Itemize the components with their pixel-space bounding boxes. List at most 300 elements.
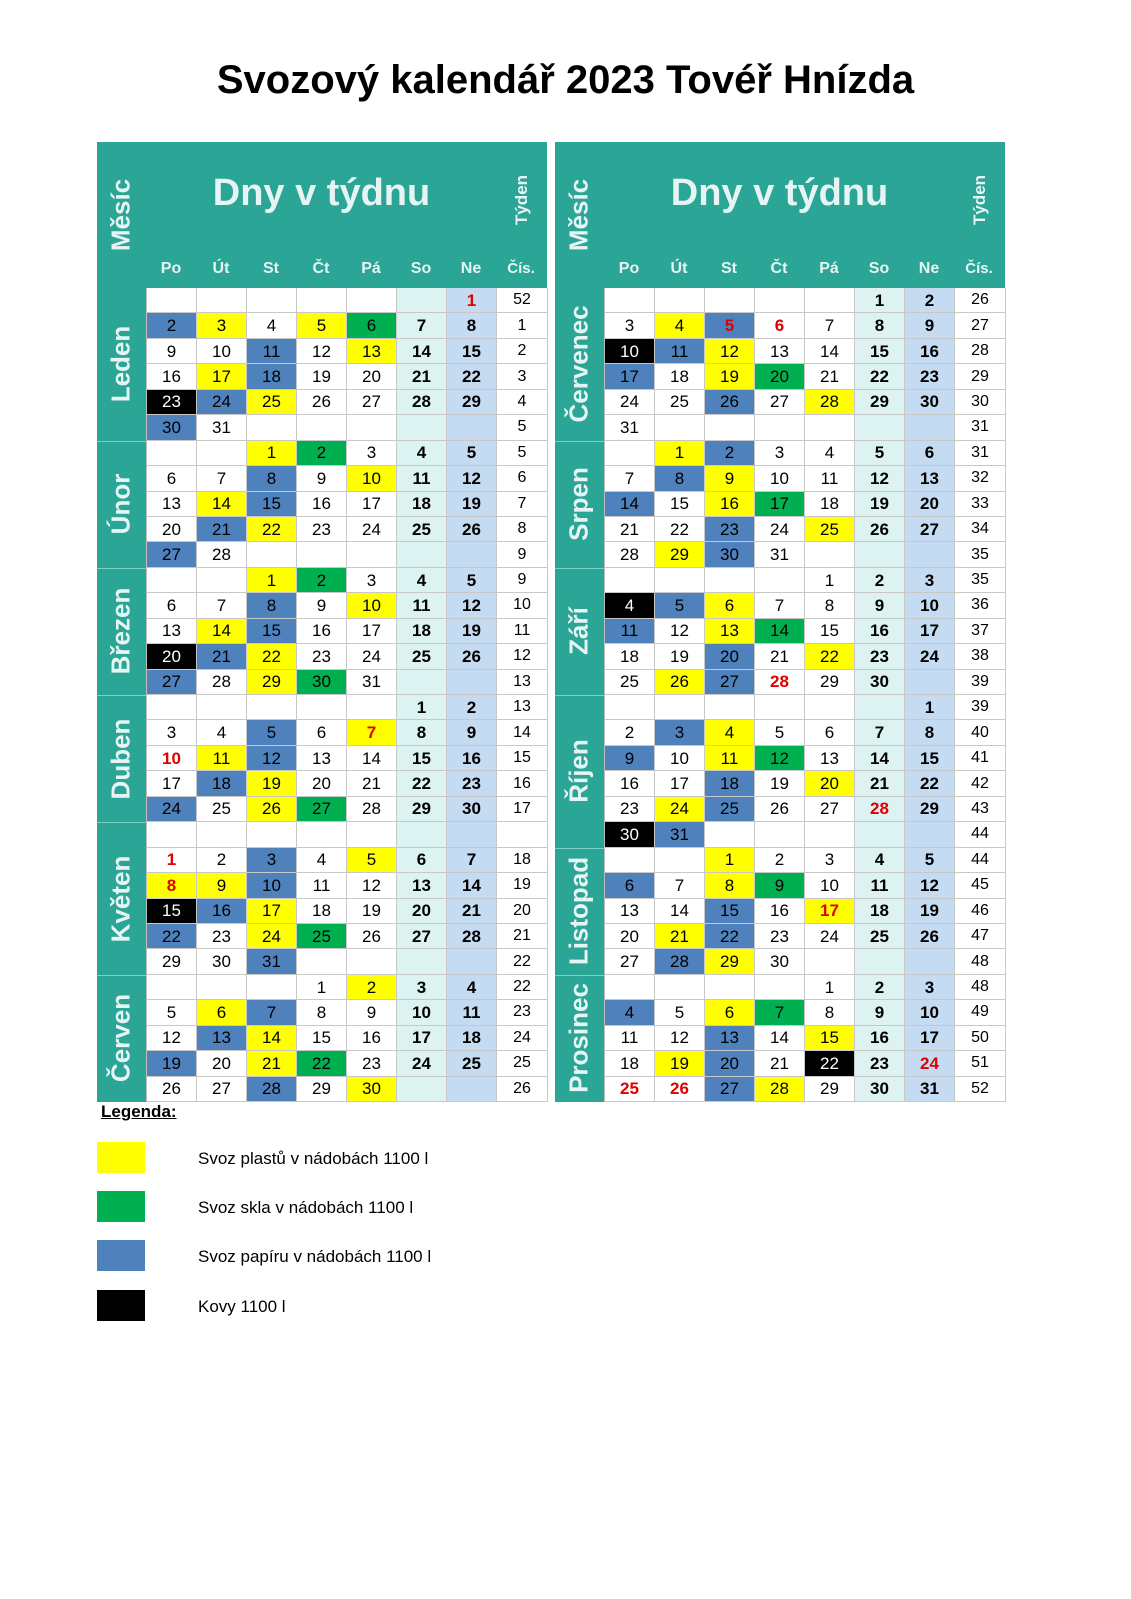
day-cell [197,975,247,1000]
day-cell: 27 [605,949,655,974]
day-cell: 24 [805,924,855,949]
day-cell: 17 [397,1026,447,1051]
week-number-cell: 2 [497,339,548,364]
day-cell: 11 [605,1026,655,1051]
day-cell: 5 [855,441,905,466]
legend-swatch [97,1240,145,1271]
day-cell: 9 [755,873,805,898]
calendar-right [555,142,1005,1102]
day-cell: 25 [447,1051,497,1076]
day-cell: 28 [447,924,497,949]
day-cell: 31 [905,1077,955,1102]
month-label: Prosinec [563,983,594,1094]
day-cell: 27 [397,924,447,949]
day-cell: 28 [755,1077,805,1102]
day-cell: 9 [605,746,655,771]
day-cell: 13 [705,619,755,644]
day-cell: 12 [347,873,397,898]
day-cell: 7 [755,593,805,618]
day-cell: 21 [755,644,805,669]
day-cell [397,670,447,695]
day-cell: 21 [197,517,247,542]
day-cell [197,695,247,720]
day-cell [655,695,705,720]
day-cell: 11 [397,466,447,491]
day-cell: 27 [197,1077,247,1102]
day-cell: 24 [397,1051,447,1076]
day-cell: 2 [347,975,397,1000]
day-cell: 3 [655,720,705,745]
week-number-cell: 48 [955,949,1006,974]
day-cell: 25 [397,644,447,669]
day-cell: 1 [905,695,955,720]
day-cell: 12 [905,873,955,898]
day-cell [197,568,247,593]
weekday-label: Ne [460,260,482,277]
day-cell [855,542,905,567]
day-cell: 13 [347,339,397,364]
day-cell: 7 [605,466,655,491]
day-cell: 25 [605,1077,655,1102]
day-cell: 28 [855,797,905,822]
day-cell [297,695,347,720]
day-cell [905,949,955,974]
day-cell [397,949,447,974]
day-cell: 4 [605,1000,655,1025]
day-cell: 2 [755,848,805,873]
day-cell: 29 [247,670,297,695]
day-cell: 8 [855,313,905,338]
week-number-cell: 9 [497,568,548,593]
day-cell [397,288,447,313]
day-cell: 8 [705,873,755,898]
day-cell: 26 [655,670,705,695]
day-cell: 3 [147,720,197,745]
day-cell: 25 [247,390,297,415]
day-cell: 23 [197,924,247,949]
day-cell: 17 [605,364,655,389]
day-cell: 4 [447,975,497,1000]
week-number-cell: 39 [955,695,1006,720]
week-number-cell: 14 [497,720,548,745]
day-cell: 14 [247,1026,297,1051]
day-cell: 31 [347,670,397,695]
day-cell: 3 [397,975,447,1000]
day-cell: 3 [905,975,955,1000]
day-cell [197,441,247,466]
day-cell: 7 [197,593,247,618]
day-cell [347,822,397,847]
day-cell: 28 [347,797,397,822]
weekday-label: Po [618,260,640,277]
day-cell: 15 [447,339,497,364]
day-cell [247,822,297,847]
day-cell: 16 [905,339,955,364]
weekday-label: Ne [918,260,940,277]
day-cell: 28 [197,670,247,695]
week-number-cell: 38 [955,644,1006,669]
day-cell [397,542,447,567]
weekday-label: Út [212,260,230,277]
week-number-cell: 24 [497,1026,548,1051]
day-cell: 17 [247,899,297,924]
week-number-cell: 31 [955,441,1006,466]
day-cell: 24 [905,644,955,669]
week-number-cell: 43 [955,797,1006,822]
day-cell: 17 [147,771,197,796]
month-label: Srpen [563,467,594,542]
day-cell: 22 [855,364,905,389]
day-cell: 8 [247,466,297,491]
day-cell: 10 [347,593,397,618]
day-cell: 16 [447,746,497,771]
day-cell [705,415,755,440]
day-cell: 18 [655,364,705,389]
month-header: Měsíc [105,178,136,252]
month-divider [97,441,146,442]
day-cell: 24 [605,390,655,415]
month-divider [555,975,604,976]
day-cell: 6 [605,873,655,898]
day-cell: 15 [905,746,955,771]
week-number-cell: 10 [497,593,548,618]
day-cell: 9 [905,313,955,338]
day-cell: 14 [805,339,855,364]
day-cell: 10 [197,339,247,364]
weekday-label: St [721,260,737,277]
day-cell [247,975,297,1000]
day-cell: 3 [805,848,855,873]
day-cell: 27 [147,542,197,567]
day-cell: 29 [855,390,905,415]
day-cell: 31 [247,949,297,974]
day-cell: 29 [297,1077,347,1102]
day-cell: 10 [655,746,705,771]
month-divider [97,822,146,823]
day-cell [705,822,755,847]
week-number-cell: 44 [955,848,1006,873]
day-cell: 2 [447,695,497,720]
day-cell [605,288,655,313]
day-cell: 13 [805,746,855,771]
week-number-cell: 32 [955,466,1006,491]
day-cell: 15 [247,492,297,517]
day-cell: 28 [655,949,705,974]
day-cell: 22 [905,771,955,796]
week-number-cell: 8 [497,517,548,542]
day-cell: 16 [755,899,805,924]
week-number-cell: 19 [497,873,548,898]
week-number-cell: 52 [497,288,548,313]
day-cell: 5 [297,313,347,338]
day-cell [447,949,497,974]
week-number-cell: 17 [497,797,548,822]
week-number-cell: 37 [955,619,1006,644]
week-number-cell: 15 [497,746,548,771]
day-cell: 8 [297,1000,347,1025]
day-cell: 9 [347,1000,397,1025]
day-cell: 1 [247,568,297,593]
day-cell [247,695,297,720]
day-cell: 6 [805,720,855,745]
day-cell: 18 [605,1051,655,1076]
day-cell: 4 [197,720,247,745]
legend-swatch [97,1290,145,1321]
day-cell: 15 [147,899,197,924]
calendar-left [97,142,547,1102]
day-cell: 26 [755,797,805,822]
day-cell: 23 [855,1051,905,1076]
day-cell [905,822,955,847]
day-cell: 13 [147,619,197,644]
day-cell: 6 [147,466,197,491]
week-number-cell: 36 [955,593,1006,618]
day-cell: 18 [197,771,247,796]
day-cell: 19 [297,364,347,389]
weekday-label: So [410,260,432,277]
day-cell: 5 [905,848,955,873]
week-number-cell: 31 [955,415,1006,440]
week-number-cell: 27 [955,313,1006,338]
day-cell [297,822,347,847]
day-cell: 19 [655,644,705,669]
day-cell: 23 [755,924,805,949]
weekday-label: St [263,260,279,277]
day-cell: 10 [905,1000,955,1025]
weekday-label: Čís. [507,260,535,277]
day-cell: 29 [905,797,955,822]
day-cell: 20 [755,364,805,389]
day-cell: 6 [705,1000,755,1025]
weekday-label: Čís. [965,260,993,277]
day-cell: 1 [297,975,347,1000]
day-cell [297,949,347,974]
day-cell: 1 [705,848,755,873]
day-cell: 11 [705,746,755,771]
day-cell: 24 [655,797,705,822]
legend-label: Svoz skla v nádobách 1100 l [198,1198,414,1217]
day-cell: 22 [805,1051,855,1076]
day-cell [347,695,397,720]
day-cell: 7 [447,848,497,873]
weekday-label: So [868,260,890,277]
legend-swatch [97,1191,145,1222]
day-cell: 29 [805,670,855,695]
day-cell: 30 [855,670,905,695]
day-cell: 2 [855,568,905,593]
day-cell: 18 [247,364,297,389]
day-cell: 12 [755,746,805,771]
day-cell: 9 [147,339,197,364]
day-cell: 9 [197,873,247,898]
day-cell: 16 [347,1026,397,1051]
day-cell [855,415,905,440]
week-number-cell: 41 [955,746,1006,771]
day-cell: 21 [655,924,705,949]
day-cell: 3 [347,568,397,593]
day-cell [855,695,905,720]
week-number-cell: 18 [497,848,548,873]
day-cell: 21 [805,364,855,389]
day-cell: 28 [805,390,855,415]
day-cell [855,822,905,847]
day-cell: 10 [247,873,297,898]
day-cell: 23 [705,517,755,542]
day-cell: 7 [347,720,397,745]
day-cell: 17 [905,619,955,644]
day-cell: 26 [905,924,955,949]
day-cell: 5 [655,1000,705,1025]
day-cell [655,288,705,313]
day-cell: 31 [655,822,705,847]
day-cell [147,568,197,593]
day-cell [297,288,347,313]
week-number-cell: 30 [955,390,1006,415]
week-number-cell: 25 [497,1051,548,1076]
week-number-cell: 33 [955,492,1006,517]
day-cell: 22 [297,1051,347,1076]
day-cell: 25 [297,924,347,949]
day-cell [705,695,755,720]
week-number-cell [497,822,548,847]
day-cell: 19 [447,619,497,644]
day-cell: 14 [605,492,655,517]
day-cell [605,568,655,593]
day-cell [655,975,705,1000]
week-number-cell: 11 [497,619,548,644]
day-cell: 15 [855,339,905,364]
day-cell [755,695,805,720]
day-cell: 26 [447,644,497,669]
day-cell: 12 [655,619,705,644]
week-number-cell: 47 [955,924,1006,949]
day-cell: 6 [147,593,197,618]
day-cell: 30 [905,390,955,415]
day-cell [855,949,905,974]
day-cell: 7 [655,873,705,898]
day-cell: 22 [247,644,297,669]
day-cell: 6 [705,593,755,618]
day-cell: 24 [347,517,397,542]
day-cell: 17 [905,1026,955,1051]
day-cell: 26 [705,390,755,415]
day-cell: 21 [397,364,447,389]
day-cell [397,1077,447,1102]
day-cell [655,848,705,873]
day-cell: 20 [705,1051,755,1076]
day-cell [755,568,805,593]
day-cell: 5 [705,313,755,338]
day-cell: 30 [705,542,755,567]
day-cell: 20 [347,364,397,389]
day-cell: 5 [147,1000,197,1025]
day-cell: 24 [347,644,397,669]
day-cell: 4 [397,568,447,593]
month-divider [555,568,604,569]
day-cell: 31 [605,415,655,440]
weekday-label: Pá [819,260,839,277]
day-cell: 30 [447,797,497,822]
day-cell: 11 [655,339,705,364]
day-cell: 5 [447,441,497,466]
day-cell: 6 [755,313,805,338]
day-cell: 16 [855,619,905,644]
day-cell: 22 [705,924,755,949]
month-header: Měsíc [563,178,594,252]
day-cell: 27 [705,1077,755,1102]
day-cell: 28 [605,542,655,567]
week-number-cell: 50 [955,1026,1006,1051]
day-cell: 24 [247,924,297,949]
day-cell: 7 [755,1000,805,1025]
day-cell: 8 [805,593,855,618]
week-number-cell: 51 [955,1051,1006,1076]
week-number-cell: 1 [497,313,548,338]
day-cell [347,415,397,440]
week-header: Týden [970,174,989,226]
day-cell: 3 [605,313,655,338]
month-divider [97,568,146,569]
day-cell: 8 [805,1000,855,1025]
day-cell: 20 [197,1051,247,1076]
day-cell: 30 [147,415,197,440]
calendar-grid [146,288,547,1102]
day-cell: 22 [147,924,197,949]
day-cell: 9 [705,466,755,491]
day-cell: 19 [755,771,805,796]
week-number-cell: 28 [955,339,1006,364]
day-cell: 17 [347,492,397,517]
day-cell: 23 [347,1051,397,1076]
weekdays-header: Dny v týdnu [212,172,431,214]
day-cell: 14 [755,1026,805,1051]
week-number-cell: 26 [955,288,1006,313]
day-cell: 2 [197,848,247,873]
week-number-cell: 21 [497,924,548,949]
day-cell: 14 [397,339,447,364]
day-cell: 31 [197,415,247,440]
day-cell: 22 [805,644,855,669]
week-number-cell: 34 [955,517,1006,542]
week-number-cell: 7 [497,492,548,517]
day-cell: 6 [905,441,955,466]
day-cell: 9 [297,593,347,618]
day-cell: 2 [297,441,347,466]
day-cell: 29 [655,542,705,567]
day-cell: 3 [905,568,955,593]
day-cell: 16 [297,619,347,644]
day-cell: 30 [755,949,805,974]
month-divider [97,695,146,696]
day-cell: 20 [805,771,855,796]
week-number-cell: 26 [497,1077,548,1102]
day-cell: 7 [247,1000,297,1025]
day-cell: 1 [805,568,855,593]
day-cell [247,415,297,440]
day-cell: 31 [755,542,805,567]
day-cell: 21 [855,771,905,796]
day-cell: 2 [905,288,955,313]
day-cell [247,288,297,313]
day-cell: 13 [755,339,805,364]
day-cell: 20 [147,517,197,542]
day-cell: 7 [197,466,247,491]
day-cell: 15 [705,899,755,924]
day-cell [297,542,347,567]
day-cell: 8 [247,593,297,618]
day-cell: 13 [605,899,655,924]
month-divider [555,848,604,849]
